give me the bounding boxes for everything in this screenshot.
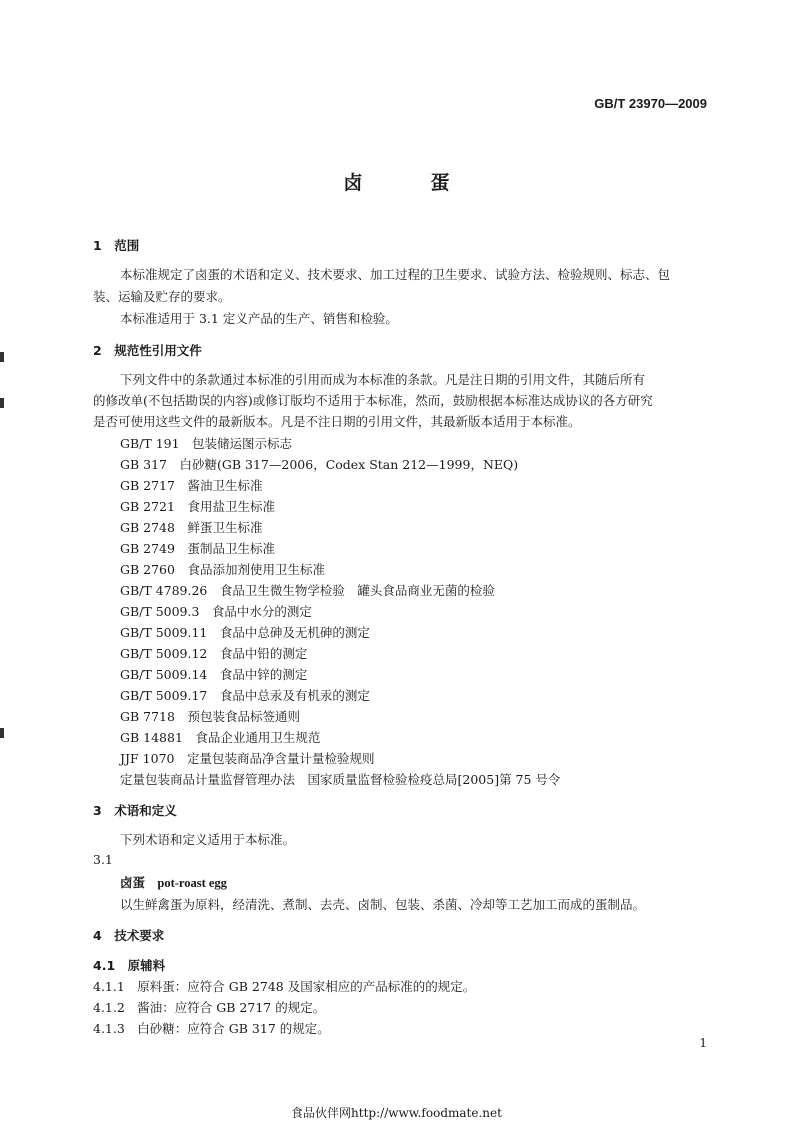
clause-4-1-1: 4.1.1 原料蛋：应符合 GB 2748 及国家相应的产品标准的的规定。 [93, 979, 476, 994]
standard-number: GB/T 23970—2009 [594, 96, 707, 111]
page-number: 1 [699, 1036, 707, 1050]
reference-item: GB/T 191 包装储运图示标志 [120, 436, 293, 451]
section-2-paragraph-c: 是否可使用这些文件的最新版本。凡是不注日期的引用文件，其最新版本适用于本标准。 [93, 414, 581, 429]
reference-item: GB/T 5009.17 食品中总汞及有机汞的测定 [120, 688, 370, 703]
reference-item: GB 2748 鲜蛋卫生标准 [120, 520, 263, 535]
reference-item: GB 7718 预包装食品标签通则 [120, 709, 300, 724]
scan-edge-mark [0, 398, 4, 408]
term-english: pot-roast egg [157, 876, 227, 890]
section-1-heading: 1 范围 [93, 238, 140, 253]
reference-item: GB 2760 食品添加剂使用卫生标准 [120, 562, 325, 577]
reference-item: GB/T 5009.12 食品中铅的测定 [120, 646, 308, 661]
section-2-paragraph-a: 下列文件中的条款通过本标准的引用而成为本标准的条款。凡是注日期的引用文件，其随后所有 [120, 372, 646, 387]
clause-4-1-2: 4.1.2 酱油：应符合 GB 2717 的规定。 [93, 1000, 326, 1015]
reference-item: GB/T 5009.14 食品中锌的测定 [120, 667, 308, 682]
reference-item: GB 317 白砂糖(GB 317—2006，Codex Stan 212—1999，NEQ) [120, 457, 519, 472]
reference-item: 定量包装商品计量监督管理办法 国家质量监督检验检疫总局[2005]第 75 号令 [120, 772, 561, 787]
section-4-heading: 4 技术要求 [93, 928, 165, 943]
subsection-4-1-heading: 4.1 原辅料 [93, 958, 166, 973]
section-3-paragraph: 下列术语和定义适用于本标准。 [120, 832, 296, 847]
reference-item: GB/T 5009.11 食品中总砷及无机砷的测定 [120, 625, 370, 640]
clause-4-1-3: 4.1.3 白砂糖：应符合 GB 317 的规定。 [93, 1021, 330, 1036]
footer-watermark: 食品伙伴网http://www.foodmate.net [291, 1106, 502, 1120]
document-title: 卤蛋 [343, 172, 518, 194]
reference-item: GB 2717 酱油卫生标准 [120, 478, 263, 493]
section-1-paragraph-2: 本标准适用于 3.1 定义产品的生产、销售和检验。 [120, 311, 398, 326]
reference-item: GB 14881 食品企业通用卫生规范 [120, 730, 321, 745]
section-2-paragraph-b: 的修改单(不包括勘误的内容)或修订版均不适用于本标准，然而，鼓励根据本标准达成协议的各方研究 [93, 393, 653, 408]
reference-item: JJF 1070 定量包装商品净含量计量检验规则 [120, 751, 375, 766]
section-2-heading: 2 规范性引用文件 [93, 343, 202, 358]
scan-edge-mark [0, 728, 4, 738]
section-1-paragraph-1a: 本标准规定了卤蛋的术语和定义、技术要求、加工过程的卫生要求、试验方法、检验规则、标志、包 [120, 267, 671, 282]
scan-edge-mark [0, 352, 4, 362]
section-1-paragraph-1b: 装、运输及贮存的要求。 [93, 289, 231, 304]
term-title [120, 873, 227, 891]
term-chinese: 卤蛋 [120, 875, 146, 890]
reference-item: GB/T 4789.26 食品卫生微生物学检验 罐头食品商业无菌的检验 [120, 583, 495, 598]
term-number: 3.1 [93, 852, 113, 867]
reference-item: GB/T 5009.3 食品中水分的测定 [120, 604, 312, 619]
reference-item: GB 2749 蛋制品卫生标准 [120, 541, 275, 556]
term-definition: 以生鲜禽蛋为原料，经清洗、煮制、去壳、卤制、包装、杀菌、冷却等工艺加工而成的蛋制品。 [120, 897, 646, 912]
section-3-heading: 3 术语和定义 [93, 803, 177, 818]
reference-item: GB 2721 食用盐卫生标准 [120, 499, 275, 514]
